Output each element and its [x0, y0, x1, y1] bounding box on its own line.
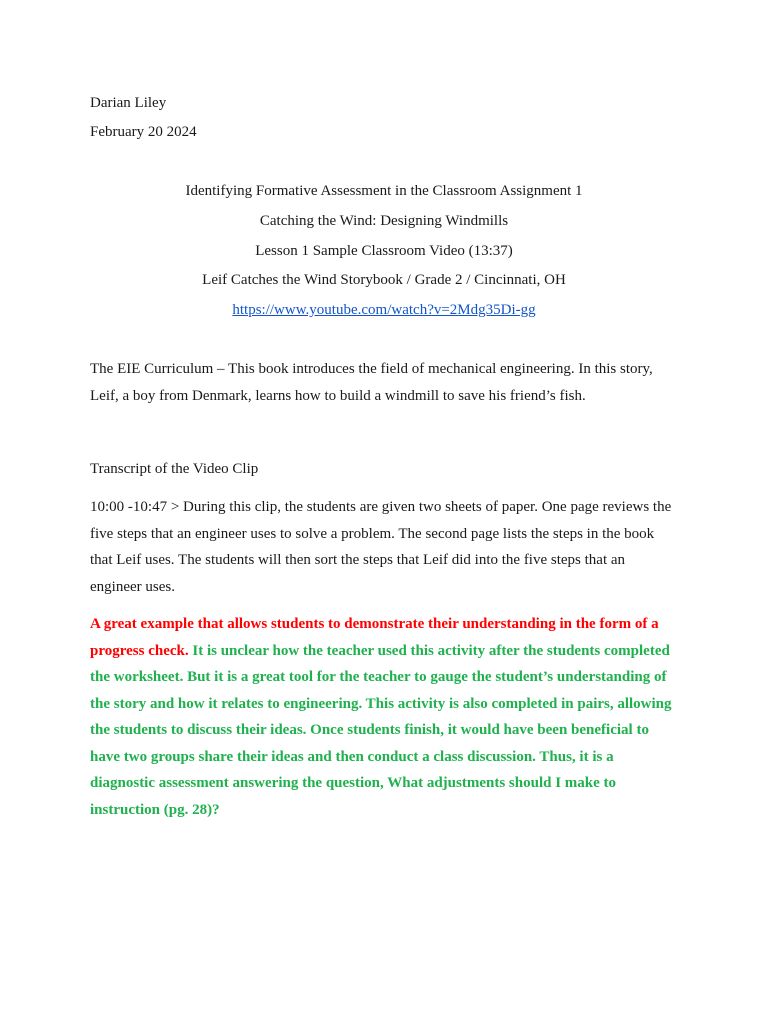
clip-paragraph: 10:00 -10:47 > During this clip, the students are given two sheets of paper. One page reviews the five steps that an engineer uses to solve a problem. The second page lists the steps in the book that Leif uses. The students will then sort the steps that Leif did into the five steps that an engineer uses.	[90, 499, 672, 595]
transcript-heading: Transcript of the Video Clip	[90, 461, 259, 477]
commentary-red-text: A great example that allows students to demonstrate their understanding in the form of a progress check.	[90, 616, 659, 659]
video-link-row	[0, 301, 768, 319]
document-date: February 20 2024	[90, 124, 197, 140]
assignment-title: Identifying Formative Assessment in the Classroom Assignment 1	[185, 183, 583, 199]
video-link[interactable]: https://www.youtube.com/watch?v=2Mdg35Di-gg	[232, 302, 536, 318]
storybook-info: Leif Catches the Wind Storybook / Grade 2 / Cincinnati, OH	[202, 272, 566, 288]
video-title: Lesson 1 Sample Classroom Video (13:37)	[255, 243, 513, 259]
commentary-paragraph	[90, 611, 680, 823]
commentary-green-text: It is unclear how the teacher used this activity after the students completed the worksheet. But it is a great tool for the teacher to gauge the student’s understanding of the story and how it relates to engineering. This activity is also completed in pairs, allowing the students to discuss their ideas. Once students finish, it would have been beneficial to have two groups share their ideas and then conduct a class discussion. Thus, it is a diagnostic assessment answering the question, What adjustments should I make to instruction (pg. 28)?	[90, 642, 672, 818]
unit-title: Catching the Wind: Designing Windmills	[259, 213, 509, 229]
author-name: Darian Liley	[90, 95, 167, 111]
intro-paragraph: The EIE Curriculum – This book introduces the field of mechanical engineering. In this story, Leif, a boy from Denmark, learns how to build a windmill to save his friend’s fish.	[90, 361, 653, 404]
